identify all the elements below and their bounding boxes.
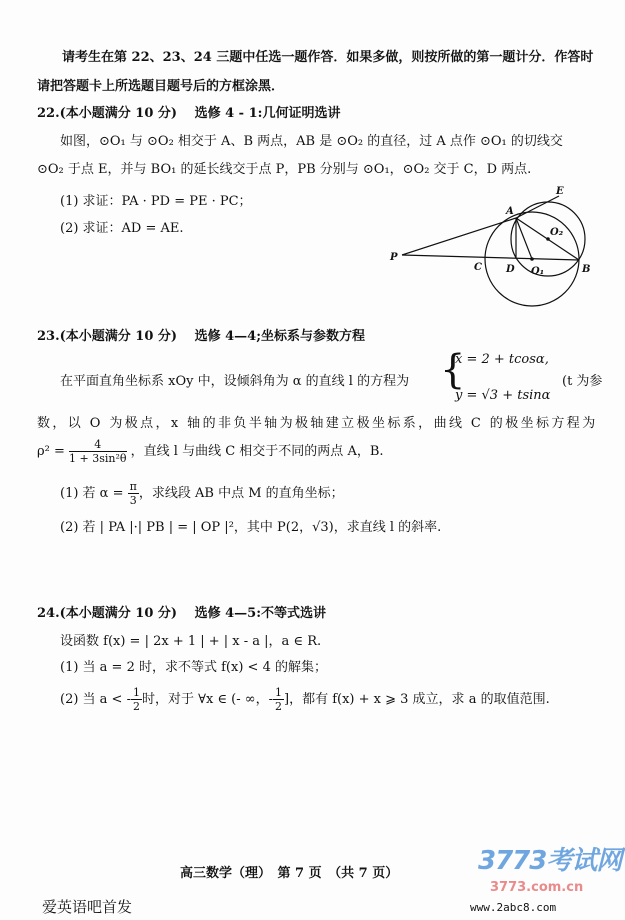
q22-body-1: 如图，⊙O₁ 与 ⊙O₂ 相交于 A、B 两点，AB 是 ⊙O₂ 的直径，过 A 点作 ⊙O₁ 的切线交 <box>60 134 563 149</box>
label-d: D <box>506 264 515 275</box>
q23-part-2: (2) 若 | PA |·| PB | = | OP |²，其中 P(2，√3)，求直线 l 的斜率. <box>60 520 442 535</box>
q24-body-1: 设函数 f(x) = | 2x + 1 | + | x - a |，a ∈ R. <box>60 634 322 649</box>
watermark-url: 3773.com.cn <box>490 880 584 895</box>
label-a: A <box>506 206 514 217</box>
q22-part-1: (1) 求证：PA · PD = PE · PC； <box>60 194 252 209</box>
q23-body-2: 数，以 O 为极点，x 轴的非负半轴为极轴建立极坐标系，曲线 C 的极坐标方程为 <box>37 416 598 431</box>
label-b: B <box>582 264 591 275</box>
label-p: P <box>390 252 398 263</box>
q24-part-1: (1) 当 a = 2 时，求不等式 f(x) < 4 的解集； <box>60 660 327 675</box>
source-note: 爱英语吧首发 <box>42 898 133 916</box>
pi-over-3: $\frac{\pi}{3}$ <box>129 480 137 507</box>
q23-part-1: (1) 若 α = $\frac{\pi}{3}$ ，求线段 AB 中点 M 的直角坐标； <box>60 480 344 507</box>
q24-part-2: (2) 当 a < - $\frac{1}{2}$ 时，对于 ∀x ∈ (- ∞，- $\frac{1}{2}$ ]，都有 f(x) + x ⩾ 3 成立，求 a 的取值范围. <box>60 686 550 713</box>
q23-title: 23.(本小题满分 10 分) 选修 4—4;坐标系与参数方程 <box>37 329 366 344</box>
q22-body-2: ⊙O₂ 于点 E，并与 BO₁ 的延长线交于点 P，PB 分别与 ⊙O₁，⊙O₂ 交于 C，D 两点. <box>37 162 532 177</box>
label-o2: O₂ <box>550 227 564 238</box>
intro-line-2: 请把答题卡上所选题目题号后的方框涂黑． <box>37 79 285 94</box>
q23-eq-2: y = √3 + tsinα <box>455 388 551 403</box>
q23-body-3: ，直线 l 与曲线 C 相交于不同的两点 A，B. <box>130 444 384 459</box>
q22-part-2: (2) 求证：AD = AE. <box>60 221 184 236</box>
page-footer: 高三数学（理） 第 7 页 （共 7 页） <box>180 866 399 881</box>
q23-body-1-end: (t 为参 <box>562 374 603 389</box>
label-e: E <box>556 186 564 197</box>
site-url: www.2abc8.com <box>470 901 557 914</box>
rho-fraction: $\frac{4}{\text{1 + 3sin²θ}}$ <box>69 438 127 465</box>
watermark-logo: 3773考试网 <box>478 846 622 876</box>
q23-eq-1: x = 2 + tcosα, <box>455 352 549 367</box>
q23-body-1: 在平面直角坐标系 xOy 中，设倾斜角为 α 的直线 l 的方程为 <box>60 374 410 389</box>
label-o1: O₁ <box>531 266 545 277</box>
q23-rho-line <box>37 438 384 465</box>
q24-title: 24.(本小题满分 10 分) 选修 4—5:不等式选讲 <box>37 606 327 621</box>
rho-lhs: ρ² = <box>37 444 65 459</box>
intro-line-1: 请考生在第 22、23、24 三题中任选一题作答．如果多做，则按所做的第一题计分．作答时 <box>62 50 594 65</box>
circle-o1 <box>485 212 579 306</box>
label-c: C <box>474 262 482 273</box>
equation-brace: { <box>440 347 466 393</box>
q22-title: 22.(本小题满分 10 分) 选修 4 - 1:几何证明选讲 <box>37 106 341 121</box>
circle-o2 <box>511 202 585 276</box>
